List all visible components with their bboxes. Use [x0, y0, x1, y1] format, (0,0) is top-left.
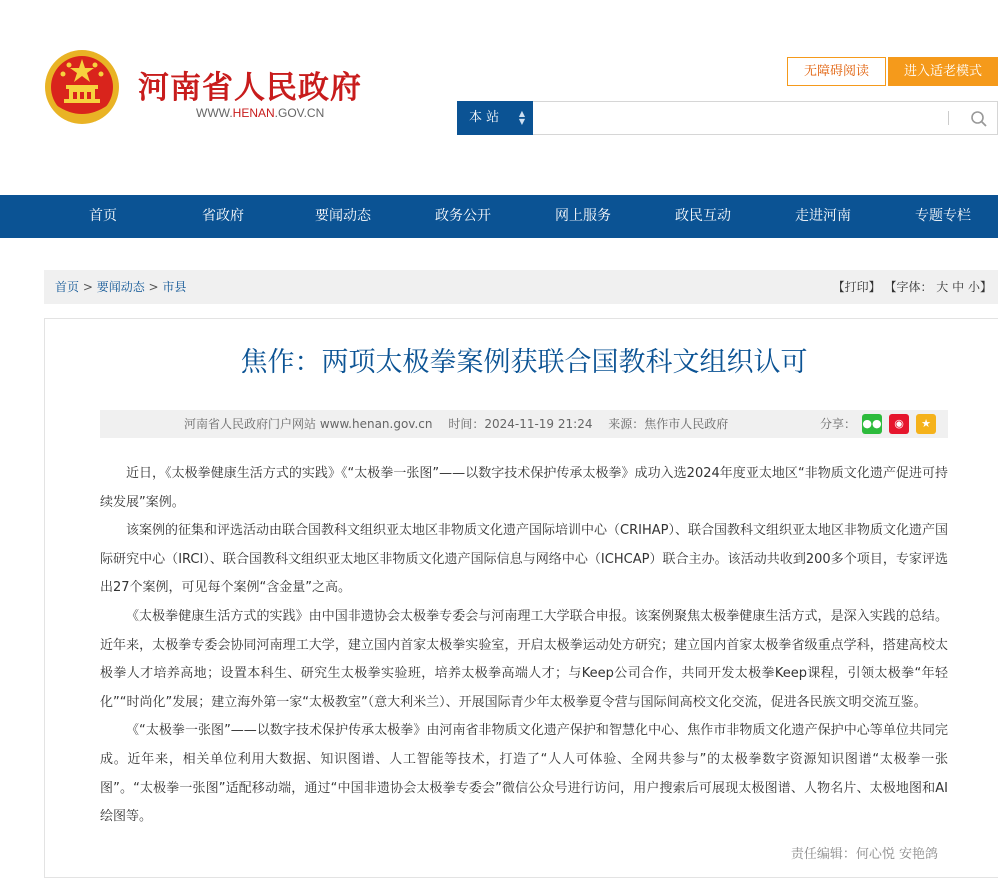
font-large-button[interactable]: 大: [936, 280, 949, 294]
font-medium-button[interactable]: 中: [952, 280, 965, 294]
meta-time: 时间：2024-11-19 21:24: [448, 417, 593, 431]
site-name: 河南省人民政府: [138, 70, 362, 106]
responsible-editor: 责任编辑：何心悦 安艳鸽: [790, 847, 938, 862]
site-header: [0, 0, 998, 195]
article-title: 焦作：两项太极拳案例获联合国教科文组织认可: [240, 347, 808, 378]
site-url: WWW.HENAN.GOV.CN: [196, 106, 325, 120]
nav-item-news[interactable]: 要闻动态: [315, 208, 371, 224]
meta-origin: 来源：焦作市人民政府: [608, 417, 729, 431]
breadcrumb-bar: [44, 270, 998, 304]
nav-item-topics[interactable]: 专题专栏: [915, 208, 971, 224]
weibo-share-icon[interactable]: ◉: [889, 414, 909, 434]
main-nav: [0, 195, 998, 238]
article-paragraph: 该案例的征集和评选活动由联合国教科文组织亚太地区非物质文化遗产国际培训中心（CRIHAP）、联合国教科文组织亚太地区非物质文化遗产国际研究中心（IRCI）、联合国教科文组织亚太地区非物质文化遗产国际信息与网络中心（ICHCAP）联合主办。该活动共收到200多个项目，专家评选出27个案例，可见每个案例“含金量”之高。: [100, 523, 948, 596]
accessibility-button[interactable]: 无障碍阅读: [787, 57, 886, 86]
article-body: [100, 460, 948, 832]
search-input[interactable]: [533, 102, 963, 134]
search-scope-select[interactable]: [457, 101, 533, 135]
nav-item-interaction[interactable]: 政民互动: [675, 208, 731, 224]
nav-item-gov-affairs[interactable]: 政务公开: [435, 208, 491, 224]
search-divider: [948, 111, 949, 125]
breadcrumb-news[interactable]: 要闻动态: [96, 280, 145, 294]
search-box: [533, 101, 998, 135]
nav-item-province-gov[interactable]: 省政府: [202, 208, 244, 224]
meta-source-site: 河南省人民政府门户网站 www.henan.gov.cn: [184, 417, 433, 431]
nav-item-online-service[interactable]: 网上服务: [555, 208, 611, 224]
print-button[interactable]: 【打印】: [832, 280, 881, 294]
breadcrumb-home[interactable]: 首页: [55, 280, 80, 294]
elder-mode-button[interactable]: 进入适老模式: [888, 57, 998, 86]
nav-item-home[interactable]: 首页: [89, 208, 117, 224]
qzone-share-icon[interactable]: ★: [916, 414, 936, 434]
national-emblem-icon: [44, 49, 120, 125]
breadcrumb-city[interactable]: 市县: [162, 280, 187, 294]
font-small-button[interactable]: 小: [967, 280, 980, 294]
nav-item-about-henan[interactable]: 走进河南: [795, 208, 851, 224]
updown-arrow-icon: ▲ ▼: [518, 109, 525, 126]
page-tools: 【打印】 【字体： 大 中 小】: [832, 280, 992, 294]
search-icon[interactable]: [970, 110, 988, 128]
font-size-label: 【字体：: [884, 280, 933, 294]
article-paragraph: 《太极拳健康生活方式的实践》由中国非遗协会太极拳专委会与河南理工大学联合申报。该案例聚焦太极拳健康生活方式，是深入实践的总结。近年来，太极拳专委会协同河南理工大学，建立国内首家太极拳实验室，开启太极拳运动处方研究；建立国内首家太极拳省级重点学科，搭建高校太极拳人才培养高地；设置本科生、研究生太极拳实验班，培养太极拳高端人才；与Keep公司合作，共同开发太极拳Keep课程，引领太极拳“年轻化”“时尚化”发展；建立海外第一家“太极教室”（意大利米兰）、开展国际青少年太极拳夏令营与国际间高校文化交流，促进各民族文明交流互鉴。: [100, 608, 948, 710]
breadcrumb: 首页 > 要闻动态 > 市县: [55, 280, 187, 294]
wechat-share-icon[interactable]: ●●: [862, 414, 882, 434]
article-paragraph: 近日，《太极拳健康生活方式的实践》《“太极拳一张图”——以数字技术保护传承太极拳》成功入选2024年度亚太地区“非物质文化遗产促进可持续发展”案例。: [100, 466, 948, 510]
share-label: 分享：: [820, 417, 857, 431]
article-meta: [100, 410, 948, 438]
search-scope-label: 本 站: [469, 110, 500, 125]
article-paragraph: 《“太极拳一张图”——以数字技术保护传承太极拳》由河南省非物质文化遗产保护和智慧化中心、焦作市非物质文化遗产保护中心等单位共同完成。近年来，相关单位利用大数据、知识图谱、人工智能等技术，打造了“人人可体验、全网共参与”的太极拳数字资源知识图谱“太极拳一张图”。“太极拳一张图”适配移动端，通过“中国非遗协会太极拳专委会”微信公众号进行访问，用户搜索后可展现太极图谱、人物名片、太极地图和AI绘图等。: [100, 723, 948, 825]
